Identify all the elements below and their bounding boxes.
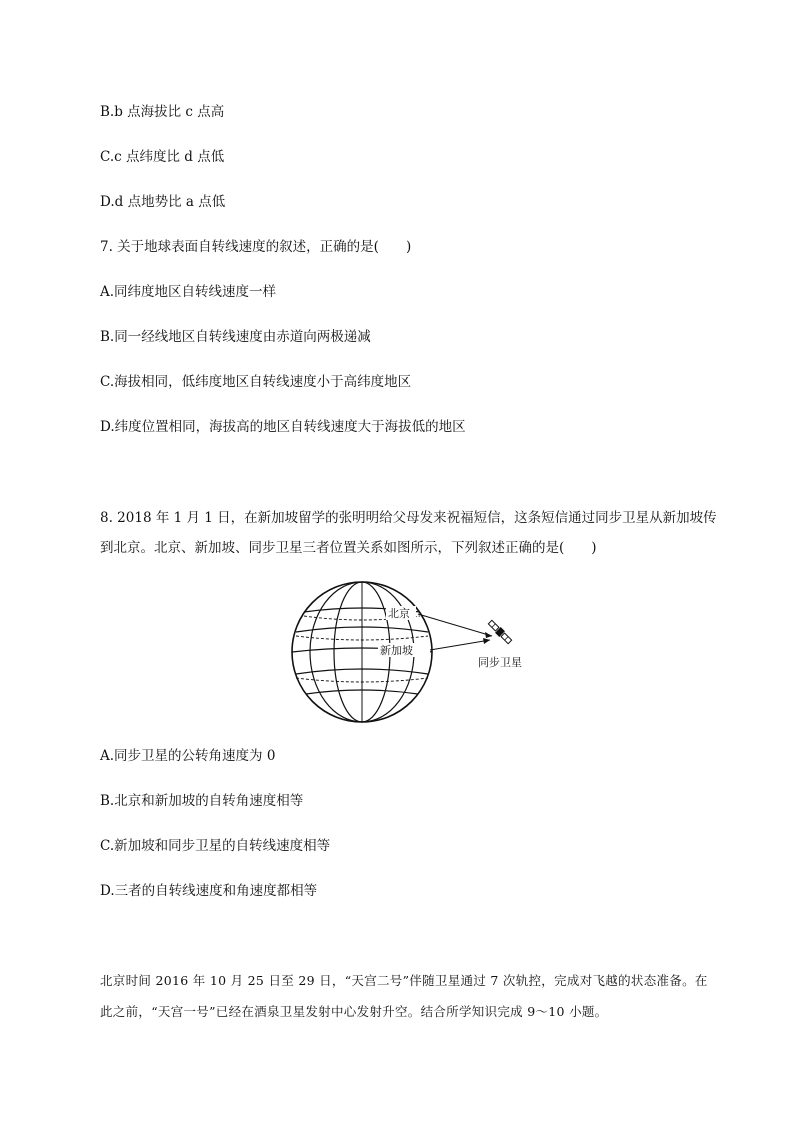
- globe-satellite-diagram: [290, 578, 550, 726]
- q8-option-b: B.北京和新加坡的自转角速度相等: [100, 793, 304, 809]
- label-singapore: 新加坡: [380, 644, 413, 657]
- intro-line1: 北京时间 2016 年 10 月 25 日至 29 日，“天宫二号”伴随卫星通过 7 次轨控，完成对飞越的状态准备。在: [100, 973, 708, 988]
- arrowhead-singapore: [483, 638, 490, 644]
- arrowhead-beijing: [485, 632, 492, 638]
- q6-option-b: B.b 点海拔比 c 点高: [100, 104, 225, 120]
- q6-option-d: D.d 点地势比 a 点低: [100, 194, 226, 210]
- intro-line2: 此之前，“天宫一号”已经在酒泉卫星发射中心发射升空。结合所学知识完成 9～10 小题。: [100, 1004, 608, 1019]
- q8-option-a: A.同步卫星的公转角速度为 0: [100, 748, 276, 764]
- label-satellite: 同步卫星: [478, 656, 522, 669]
- q8-stem-line1: 8. 2018 年 1 月 1 日，在新加坡留学的张明明给父母发来祝福短信，这条短信通过同步卫星从新加坡传: [100, 510, 717, 526]
- q7-option-a: A.同纬度地区自转线速度一样: [100, 284, 277, 300]
- q6-option-c: C.c 点纬度比 d 点低: [100, 149, 225, 165]
- q8-option-c: C.新加坡和同步卫星的自转线速度相等: [100, 838, 331, 854]
- q7-stem: 7. 关于地球表面自转线速度的叙述，正确的是( ): [100, 239, 412, 255]
- q7-option-c: C.海拔相同，低纬度地区自转线速度小于高纬度地区: [100, 374, 412, 390]
- q7-option-b: B.同一经线地区自转线速度由赤道向两极递减: [100, 329, 371, 345]
- line-singapore-satellite: [430, 640, 490, 650]
- q7-option-d: D.纬度位置相同，海拔高的地区自转线速度大于海拔低的地区: [100, 419, 466, 435]
- q8-stem-line2: 到北京。北京、新加坡、同步卫星三者位置关系如图所示，下列叙述正确的是( ): [100, 540, 597, 556]
- q8-option-d: D.三者的自转线速度和角速度都相等: [100, 883, 318, 899]
- label-beijing: 北京: [388, 607, 410, 620]
- satellite-icon: [487, 619, 512, 644]
